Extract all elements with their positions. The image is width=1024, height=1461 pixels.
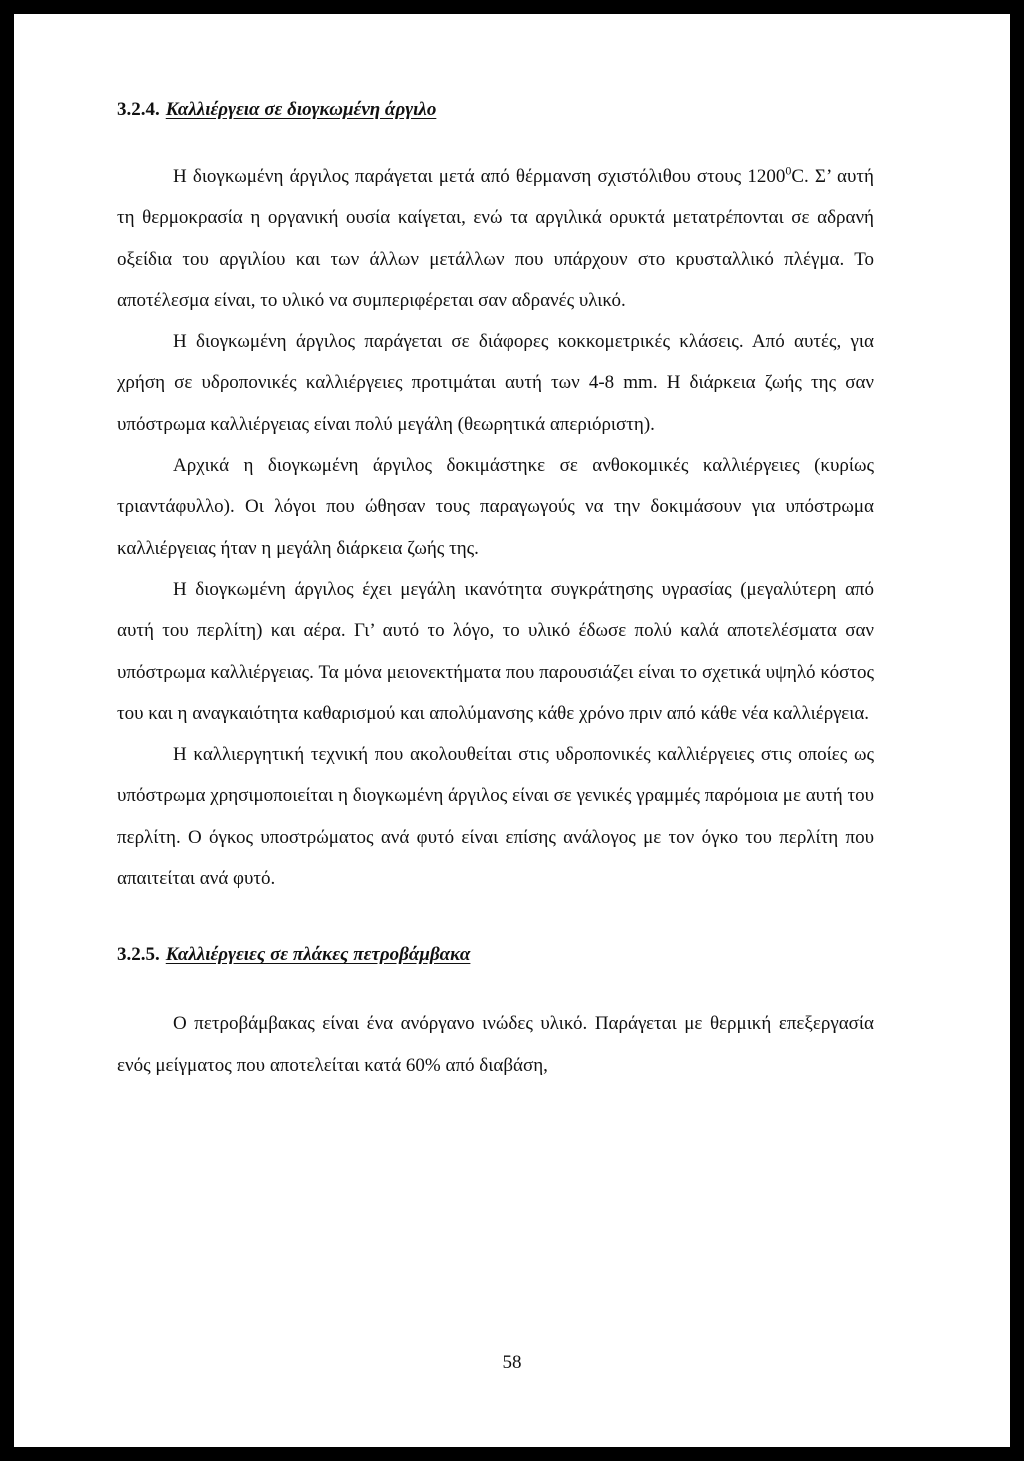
section-title: Καλλιέργειες σε πλάκες πετροβάμβακα (165, 944, 471, 966)
paragraph-1-text-start: Η διογκωμένη άργιλος παράγεται μετά από θέρμανση σχιστόλιθου στους 1200 (173, 166, 786, 187)
paragraph-3: Αρχικά η διογκωμένη άργιλος δοκιμάστηκε σε ανθοκομικές καλλιέργειες (κυρίως τριαντάφυλλο). Οι λόγοι που ώθησαν τους παραγωγούς να την δοκιμάσουν για υπόστρωμα καλλιέργειας ήταν η μεγάλη διάρκεια ζωής της. (117, 455, 874, 559)
section-heading-3-2-5 (117, 943, 874, 967)
paragraph-6: Ο πετροβάμβακας είναι ένα ανόργανο ινώδες υλικό. Παράγεται με θερμική επεξεργασία ενός μείγματος που αποτελείται κατά 60% από διαβάση, (117, 1013, 874, 1076)
paragraph-1-text-end: C. Σ’ αυτή τη θερμοκρασία η οργανική ουσία καίγεται, ενώ τα αργιλικά ορυκτά μετατρέπονται σε αδρανή οξείδια του αργιλίου και των άλλων μετάλλων που υπάρχουν στο κρυσταλλικό πλέγμα. Το αποτέλεσμα είναι, το υλικό να συμπεριφέρεται σαν αδρανές υλικό. (117, 166, 874, 311)
section-number: 3.2.4. (117, 99, 160, 120)
page-number: 58 (502, 1352, 522, 1373)
section-title: Καλλιέργεια σε διογκωμένη άργιλο (165, 99, 437, 120)
section-heading-3-2-4 (117, 98, 874, 122)
page-content (117, 98, 874, 1086)
degree-superscript: 0 (785, 163, 792, 178)
document-page (14, 14, 1010, 1447)
paragraph-1 (117, 156, 874, 321)
section-number: 3.2.5. (117, 944, 160, 966)
paragraph-2: Η διογκωμένη άργιλος παράγεται σε διάφορες κοκκομετρικές κλάσεις. Από αυτές, για χρήση σε υδροπονικές καλλιέργειες προτιμάται αυτή των 4-8 mm. Η διάρκεια ζωής της σαν υπόστρωμα καλλιέργειας είναι πολύ μεγάλη (θεωρητικά απεριόριστη). (117, 331, 874, 435)
paragraph-5: Η καλλιεργητική τεχνική που ακολουθείται στις υδροπονικές καλλιέργειες στις οποίες ως υπόστρωμα χρησιμοποιείται η διογκωμένη άργιλος είναι σε γενικές γραμμές παρόμοια με αυτή του περλίτη. Ο όγκος υποστρώματος ανά φυτό είναι επίσης ανάλογος με τον όγκο του περλίτη που απαιτείται ανά φυτό. (117, 744, 874, 890)
paragraph-4: Η διογκωμένη άργιλος έχει μεγάλη ικανότητα συγκράτησης υγρασίας (μεγαλύτερη από αυτή του περλίτη) και αέρα. Γι’ αυτό το λόγο, το υλικό έδωσε πολύ καλά αποτελέσματα σαν υπόστρωμα καλλιέργειας. Τα μόνα μειονεκτήματα που παρουσιάζει είναι το σχετικά υψηλό κόστος του και η αναγκαιότητα καθαρισμού και απολύμανσης κάθε χρόνο πριν από κάθε νέα καλλιέργεια. (117, 578, 874, 724)
